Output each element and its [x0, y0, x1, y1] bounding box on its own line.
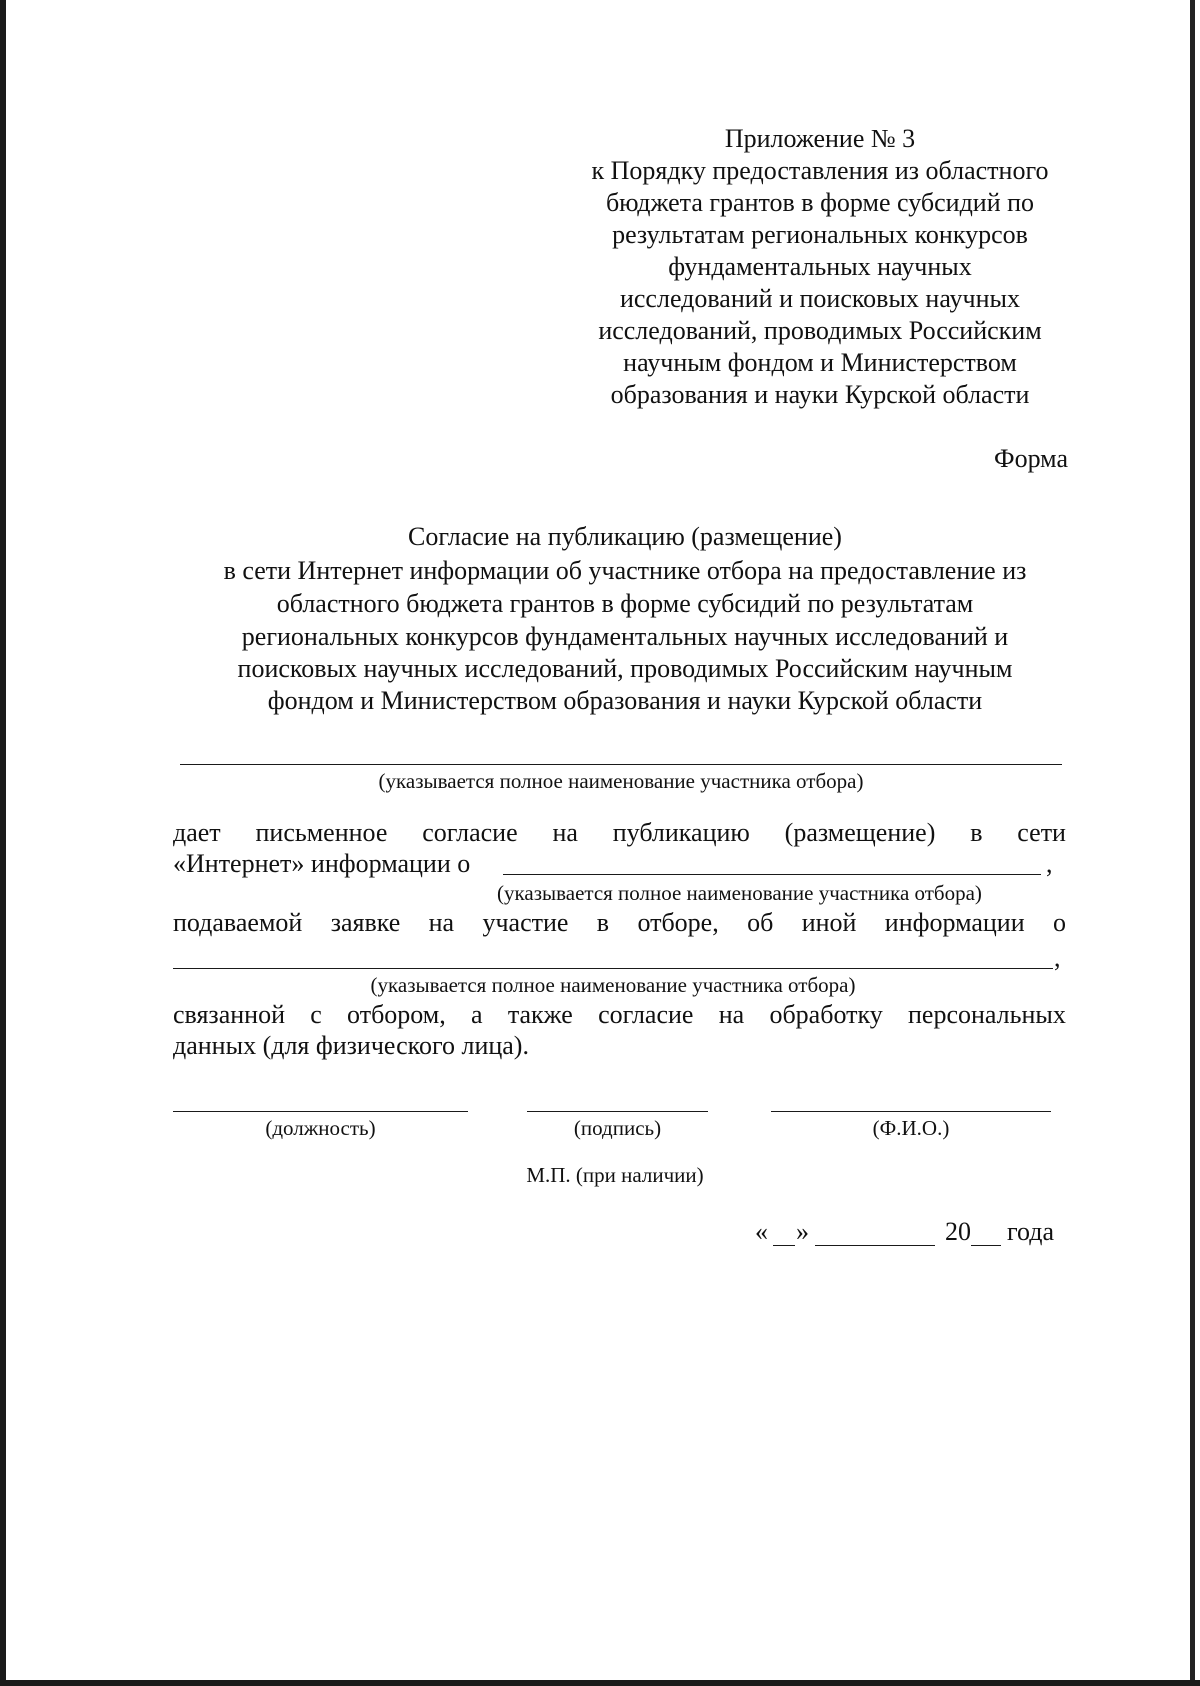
- consent-word: в: [970, 818, 983, 847]
- date-open-quote: «: [755, 1217, 768, 1246]
- date-day-field[interactable]: [773, 1245, 795, 1246]
- consent-word: связанной: [173, 1000, 285, 1029]
- signature-caption: (подпись): [573, 1116, 662, 1140]
- title-line: региональных конкурсов фундаментальных научных исследований и: [241, 622, 1009, 651]
- consent-word: обработку: [769, 1000, 883, 1029]
- title-line: Согласие на публикацию (размещение): [408, 522, 842, 551]
- consent-word: публикацию: [612, 818, 750, 847]
- information-subject-field[interactable]: [503, 874, 1041, 875]
- date-year-prefix: 20: [945, 1217, 971, 1246]
- consent-text-line-5: [173, 1000, 1066, 1030]
- consent-word: персональных: [907, 1000, 1066, 1029]
- comma: ,: [1054, 943, 1061, 972]
- consent-text-line-6: данных (для физического лица).: [173, 1031, 529, 1060]
- position-caption: (должность): [265, 1116, 376, 1140]
- appendix-line: к Порядку предоставления из областного: [591, 156, 1049, 185]
- consent-word: об: [747, 908, 774, 937]
- stamp-note: М.П. (при наличии): [526, 1163, 704, 1187]
- position-field[interactable]: [173, 1111, 468, 1112]
- appendix-heading: Приложение № 3: [724, 124, 916, 153]
- consent-word: согласие: [422, 818, 518, 847]
- consent-word: заявке: [330, 908, 401, 937]
- consent-text-line-1: [173, 818, 1066, 848]
- scan-border-right: [1190, 0, 1195, 1686]
- appendix-line: результатам региональных конкурсов: [612, 220, 1028, 249]
- consent-word: на: [552, 818, 578, 847]
- date-close-quote: »: [796, 1217, 809, 1246]
- date-year-suffix: года: [1007, 1217, 1055, 1246]
- title-line: фондом и Министерством образования и науки Курской области: [267, 686, 983, 715]
- participant-name-caption: (указывается полное наименование участника отбора): [378, 769, 864, 793]
- signature-field[interactable]: [527, 1111, 708, 1112]
- consent-word: дает: [173, 818, 221, 847]
- consent-word: (размещение): [784, 818, 936, 847]
- consent-word: о: [1053, 908, 1066, 937]
- other-information-field[interactable]: [173, 968, 1053, 969]
- consent-word: участие: [482, 908, 569, 937]
- full-name-field[interactable]: [771, 1111, 1051, 1112]
- form-label: Форма: [994, 444, 1068, 473]
- appendix-line: исследований и поисковых научных: [619, 284, 1021, 313]
- consent-word: в: [596, 908, 610, 937]
- consent-word: подаваемой: [173, 908, 303, 937]
- consent-text-line-3: [173, 908, 1066, 938]
- scan-border-bottom: [0, 1680, 1200, 1686]
- other-information-caption: (указывается полное наименование участника отбора): [370, 973, 856, 997]
- date-year-field[interactable]: [971, 1245, 1001, 1246]
- title-line: областного бюджета грантов в форме субсидий по результатам: [276, 589, 974, 618]
- consent-word: с: [310, 1000, 322, 1029]
- comma: ,: [1046, 849, 1053, 878]
- information-subject-caption: (указывается полное наименование участника отбора): [497, 881, 982, 905]
- appendix-line: образования и науки Курской области: [610, 380, 1030, 409]
- consent-word: на: [428, 908, 455, 937]
- full-name-caption: (Ф.И.О.): [872, 1116, 950, 1140]
- appendix-line: фундаментальных научных: [668, 252, 972, 281]
- scan-border-left: [0, 0, 6, 1686]
- appendix-line: исследований, проводимых Российским: [598, 316, 1042, 345]
- consent-text-line-2: «Интернет» информации о: [173, 849, 471, 878]
- consent-word: также: [507, 1000, 573, 1029]
- consent-word: отбором,: [347, 1000, 446, 1029]
- consent-word: согласие: [598, 1000, 694, 1029]
- consent-word: а: [471, 1000, 483, 1029]
- consent-word: на: [718, 1000, 745, 1029]
- date-month-field[interactable]: [815, 1245, 935, 1246]
- title-line: в сети Интернет информации об участнике отбора на предоставление из: [223, 556, 1027, 585]
- participant-name-field[interactable]: [180, 764, 1062, 765]
- consent-word: отборе,: [637, 908, 719, 937]
- appendix-line: научным фондом и Министерством: [623, 348, 1017, 377]
- consent-word: иной: [801, 908, 857, 937]
- consent-word: сети: [1017, 818, 1066, 847]
- appendix-line: бюджета грантов в форме субсидий по: [605, 188, 1035, 217]
- title-line: поисковых научных исследований, проводимых Российским научным: [237, 654, 1013, 683]
- consent-word: информации: [884, 908, 1025, 937]
- consent-word: письменное: [255, 818, 388, 847]
